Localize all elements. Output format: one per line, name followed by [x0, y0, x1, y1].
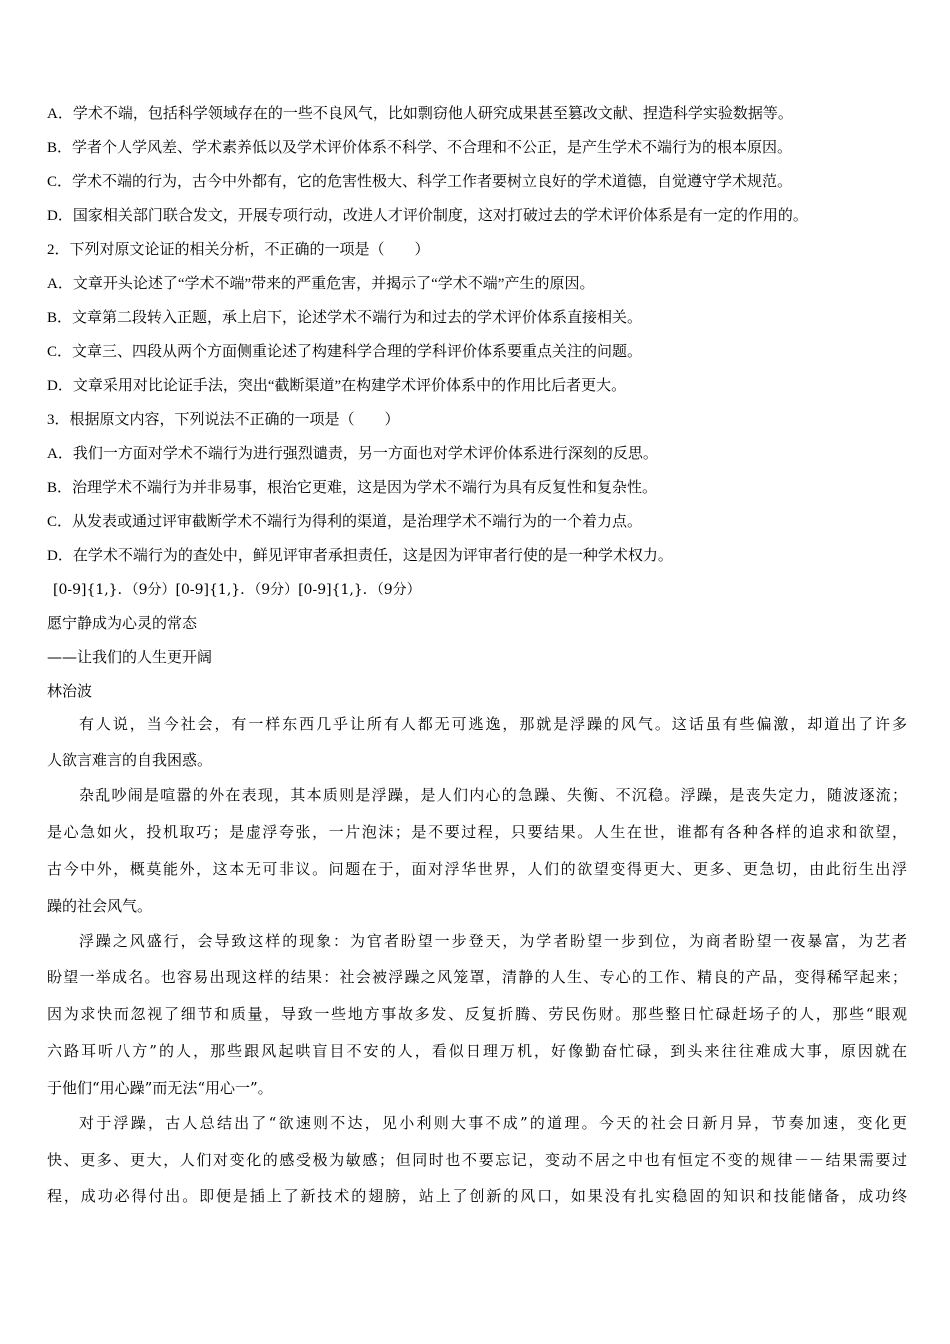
q3-option-d: D．在学术不端行为的查处中，鲜见评审者承担责任，这是因为评审者行使的是一种学术权力。 [47, 548, 673, 564]
q3-option-a: A．我们一方面对学术不端行为进行强烈谴责，另一方面也对学术评价体系进行深刻的反思。 [47, 446, 658, 462]
article-line: 快、更多、更大，人们对变化的感受极为敏感；但同时也不要忘记，变动不居之中也有恒定不变的规律－－结果需要过 [47, 1151, 907, 1169]
q1-option-c: C．学术不端的行为，古今中外都有，它的危害性极大、科学工作者要树立良好的学术道德，自觉遵守学术规范。 [47, 174, 793, 190]
article-line: 是心急如火，投机取巧；是虚浮夸张，一片泡沫；是不要过程，只要结果。人生在世，谁都有各种各样的追求和欲望， [47, 823, 907, 841]
article-subtitle: ——让我们的人生更开阔 [47, 648, 213, 666]
q2-option-c: C．文章三、四段从两个方面侧重论述了构建科学合理的学科评价体系要重点关注的问题。 [47, 344, 643, 360]
score-line: [0-9]{1,}．（9分）[0-9]{1,}．（9分）[0-9]{1,}．（9分） [53, 582, 421, 598]
article-author: 林治波 [47, 682, 93, 700]
article-line: 杂乱吵闹是喧嚣的外在表现，其本质则是浮躁，是人们内心的急躁、失衡、不沉稳。浮躁，是丧失定力，随波逐流； [79, 786, 907, 804]
article-line: 盼望一举成名。也容易出现这样的结果：社会被浮躁之风笼罩，清静的人生、专心的工作、精良的产品，变得稀罕起来； [47, 968, 907, 986]
q1-option-d: D．国家相关部门联合发文，开展专项行动，改进人才评价制度，这对打破过去的学术评价体系是有一定的作用的。 [47, 208, 808, 224]
article-line: 浮躁之风盛行，会导致这样的现象：为官者盼望一步登天，为学者盼望一步到位，为商者盼望一夜暴富，为艺者 [79, 932, 907, 950]
article-line: 程，成功必得付出。即便是插上了新技术的翅膀，站上了创新的风口，如果没有扎实稳固的知识和技能储备，成功终 [47, 1187, 907, 1205]
q3-stem: 3．根据原文内容，下列说法不正确的一项是（ ） [47, 412, 400, 428]
article-line: 古今中外，概莫能外，这本无可非议。问题在于，面对浮华世界，人们的欲望变得更大、更多、更急切，由此衍生出浮 [47, 860, 907, 878]
article-line: 于他们“用心躁”而无法“用心一”。 [47, 1079, 273, 1097]
q2-option-a: A．文章开头论述了“学术不端”带来的严重危害，并揭示了“学术不端”产生的原因。 [47, 276, 595, 292]
article-line: 人欲言难言的自我困惑。 [47, 751, 213, 769]
article-line: 有人说，当今社会，有一样东西几乎让所有人都无可逃逸，那就是浮躁的风气。这话虽有些偏激，却道出了许多 [79, 715, 907, 733]
article-line: 对于浮躁，古人总结出了“欲速则不达，见小利则大事不成”的道理。今天的社会日新月异，节奏加速，变化更 [79, 1114, 907, 1132]
article-line: 因为求快而忽视了细节和质量，导致一些地方事故多发、反复折腾、劳民伤财。那些整日忙碌赶场子的人，那些“眼观 [47, 1005, 907, 1023]
q2-option-b: B．文章第二段转入正题，承上启下，论述学术不端行为和过去的学术评价体系直接相关。 [47, 310, 643, 326]
q1-option-b: B．学者个人学风差、学术素养低以及学术评价体系不科学、不合理和不公正，是产生学术不端行为的根本原因。 [47, 140, 793, 156]
q3-option-c: C．从发表或通过评审截断学术不端行为得利的渠道，是治理学术不端行为的一个着力点。 [47, 514, 643, 530]
article-title: 愿宁静成为心灵的常态 [47, 614, 198, 632]
q2-stem: 2．下列对原文论证的相关分析，不正确的一项是（ ） [47, 242, 430, 258]
article-line: 躁的社会风气。 [47, 897, 153, 915]
q2-option-d: D．文章采用对比论证手法，突出“截断渠道”在构建学术评价体系中的作用比后者更大。 [47, 378, 627, 394]
article-line: 六路耳听八方”的人，那些跟风起哄盲目不安的人，看似日理万机，好像勤奋忙碌，到头来往往难成大事，原因就在 [47, 1042, 907, 1060]
q3-option-b: B．治理学术不端行为并非易事，根治它更难，这是因为学术不端行为具有反复性和复杂性。 [47, 480, 658, 496]
q1-option-a: A．学术不端，包括科学领域存在的一些不良风气，比如剽窃他人研究成果甚至篡改文献、捏造科学实验数据等。 [47, 106, 793, 122]
